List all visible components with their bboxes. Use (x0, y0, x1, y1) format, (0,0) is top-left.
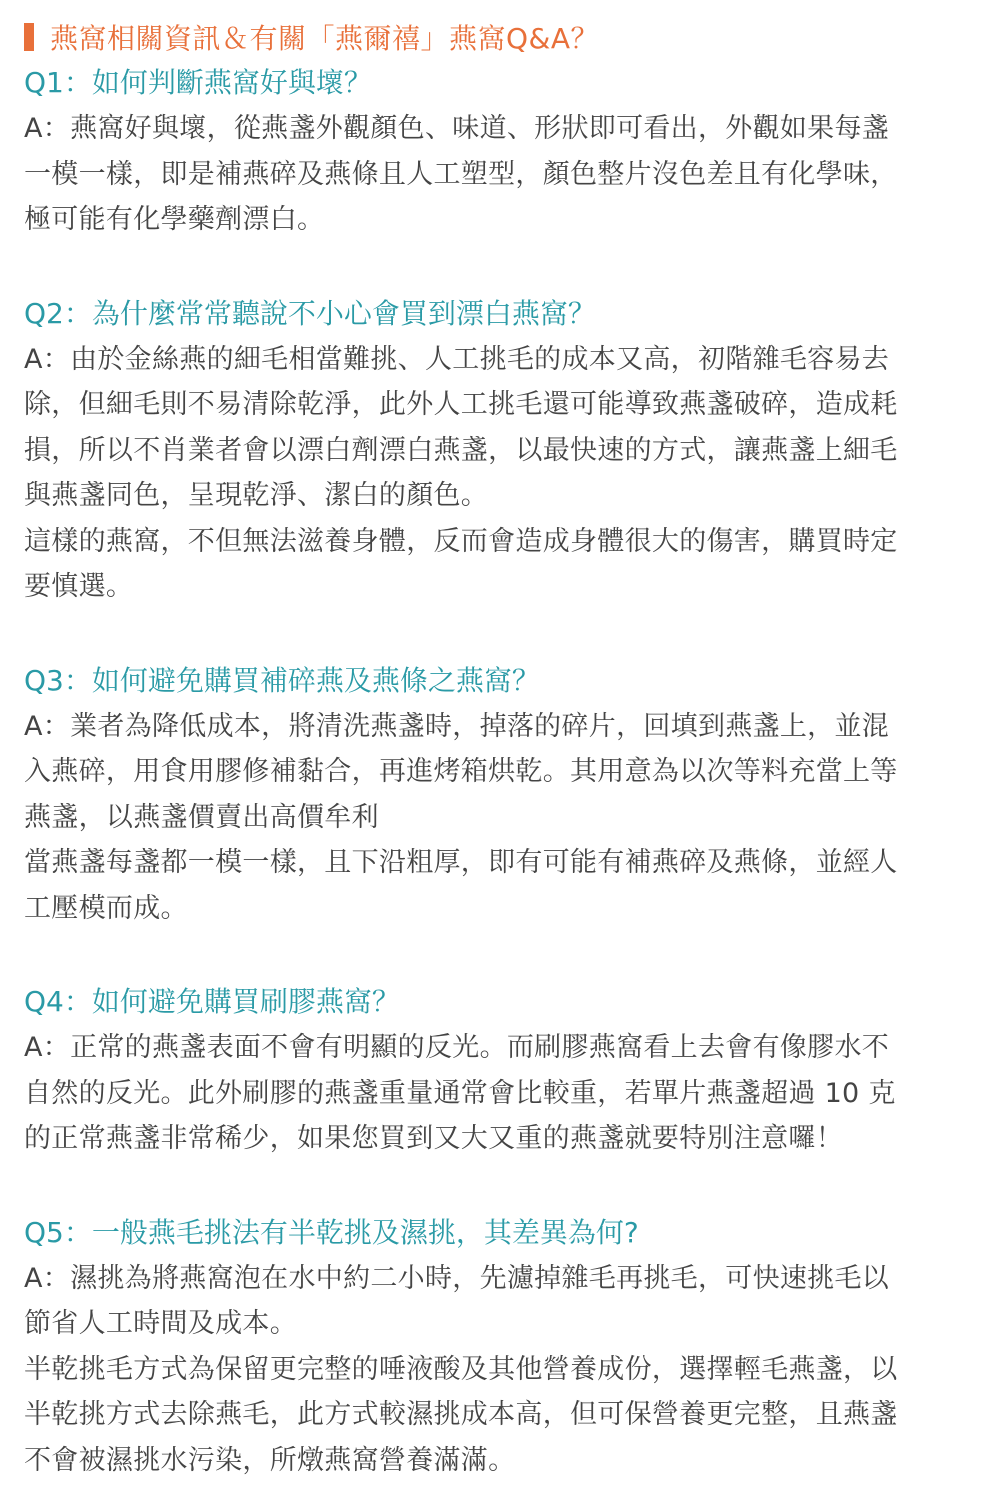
answer-2-line-6: 要慎選。 (24, 571, 134, 602)
qa-item-3 (24, 658, 976, 932)
answer-1-line-2: 一模一樣，即是補燕碎及燕條且人工塑型，顏色整片沒色差且有化學味， (24, 158, 898, 190)
qa-item-2 (24, 291, 976, 610)
answer-4-line-3: 的正常燕盞非常稀少，如果您買到又大又重的燕盞就要特別注意囉！ (24, 1123, 843, 1154)
spacer (24, 931, 976, 979)
answer-2-line-5: 這樣的燕窩，不但無法滋養身體，反而會造成身體很大的傷害，購買時定 (24, 525, 898, 557)
answer-3-line-4: 當燕盞每盞都一模一樣，且下沿粗厚，即有可能有補燕碎及燕條，並經人 (24, 847, 898, 878)
answer-4-line-1: A：正常的燕盞表面不會有明顯的反光。而刷膠燕窩看上去會有像膠水不 (24, 1032, 890, 1063)
answer-5-line-4: 半乾挑方式去除燕毛，此方式較濕挑成本高，但可保營養更完整，且燕盞 (24, 1399, 898, 1430)
answer-1-line-1: A：燕窩好與壞，從燕盞外觀顏色、味道、形狀即可看出，外觀如果每盞 (24, 113, 890, 144)
answer-3-line-1: A：業者為降低成本，將清洗燕盞時，掉落的碎片，回填到燕盞上，並混 (24, 710, 890, 742)
answer-2-line-4: 與燕盞同色，呈現乾淨、潔白的顏色。 (24, 480, 489, 511)
answer-2-line-1: A：由於金絲燕的細毛相當難挑、人工挑毛的成本又高，初階雜毛容易去 (24, 343, 890, 375)
accent-bar (24, 23, 34, 51)
answer-2-line-3: 損，所以不肖業者會以漂白劑漂白燕盞，以最快速的方式，讓燕盞上細毛 (24, 434, 898, 466)
qa-item-5 (24, 1210, 976, 1484)
spacer (24, 243, 976, 291)
answer-5-line-1: A：濕挑為將燕窩泡在水中約二小時，先濾掉雜毛再挑毛，可快速挑毛以 (24, 1262, 890, 1294)
qa-item-4 (24, 979, 976, 1162)
answer-3-line-2: 入燕碎，用食用膠修補黏合，再進烤箱烘乾。其用意為以次等料充當上等 (24, 756, 898, 787)
answer-5-line-3: 半乾挑毛方式為保留更完整的唾液酸及其他營養成份，選擇輕毛燕盞，以 (24, 1353, 898, 1385)
section-title: 燕窩相關資訊＆有關「燕爾禧」燕窩Q&A？ (50, 22, 600, 55)
answer-1-line-3: 極可能有化學藥劑漂白。 (24, 204, 325, 235)
spacer (24, 1162, 976, 1210)
question-5: Q5：一般燕毛挑法有半乾挑及濕挑，其差異為何? (24, 1215, 639, 1249)
question-1: Q1：如何判斷燕窩好與壞？ (24, 66, 372, 99)
answer-2-line-2: 除，但細毛則不易清除乾淨，此外人工挑毛還可能導致燕盞破碎，造成耗 (24, 389, 898, 420)
qa-item-1 (24, 60, 976, 243)
question-2: Q2：為什麼常常聽說不小心會買到漂白燕窩？ (24, 296, 596, 330)
question-4: Q4：如何避免購買刷膠燕窩？ (24, 985, 400, 1018)
answer-3-line-5: 工壓模而成。 (24, 892, 188, 924)
spacer (24, 610, 976, 658)
answer-5-line-5: 不會被濕挑水污染，所燉燕窩營養滿滿。 (24, 1444, 516, 1476)
answer-3-line-3: 燕盞，以燕盞價賣出高價牟利 (24, 801, 379, 833)
question-3: Q3：如何避免購買補碎燕及燕條之燕窩？ (24, 663, 540, 697)
answer-4-line-2: 自然的反光。此外刷膠的燕盞重量通常會比較重，若單片燕盞超過 10 克 (24, 1077, 896, 1109)
section-header (24, 14, 976, 60)
answer-5-line-2: 節省人工時間及成本。 (24, 1308, 297, 1339)
